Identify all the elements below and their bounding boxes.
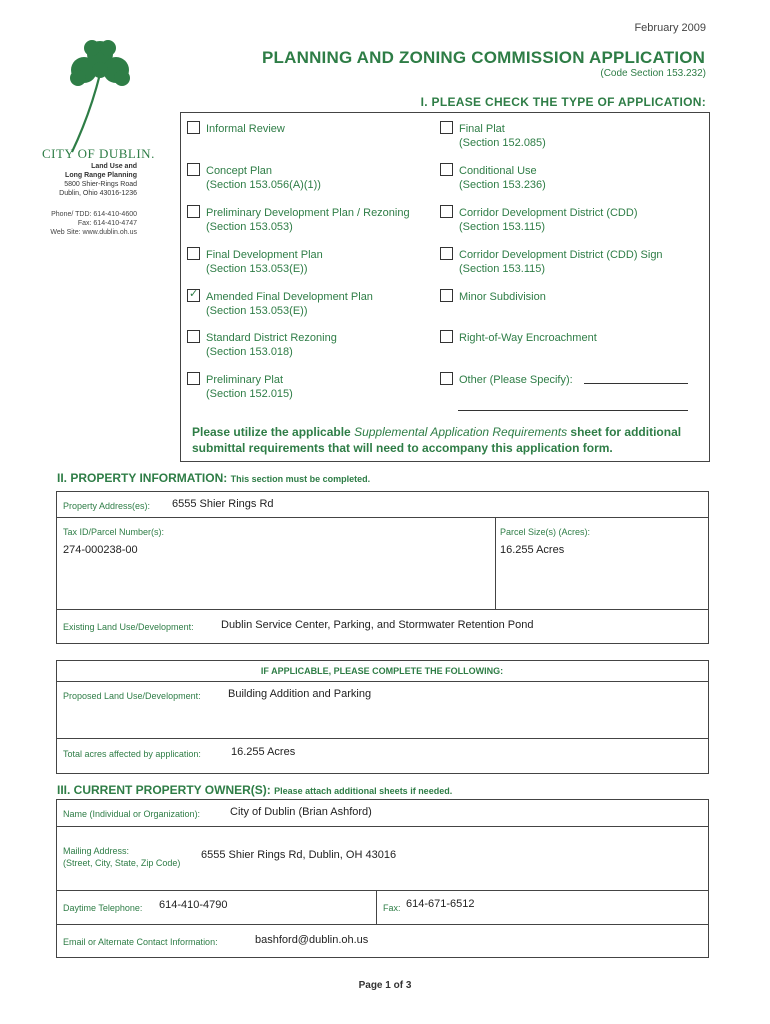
contact-block [40, 210, 137, 237]
other-specify-line[interactable] [584, 383, 688, 384]
existing-use-field[interactable]: Dublin Service Center, Parking, and Stormwater Retention Pond [221, 619, 534, 631]
option-label: Corridor Development District (CDD) [459, 207, 638, 219]
option-right-1[interactable] [440, 163, 546, 192]
checkbox[interactable] [187, 163, 200, 176]
city-name: CITY OF DUBLIN. [42, 146, 155, 161]
address-field[interactable]: 6555 Shier Rings Rd [172, 498, 274, 510]
option-section: (Section 153.056(A)(1)) [206, 179, 321, 191]
dept-line2: Long Range Planning [65, 172, 137, 179]
checkbox[interactable] [187, 121, 200, 134]
checkbox[interactable] [440, 121, 453, 134]
option-label: Amended Final Development Plan [206, 291, 373, 303]
option-right-4[interactable] [440, 289, 546, 304]
owner-info-box [56, 799, 709, 958]
checkbox[interactable] [440, 330, 453, 343]
checkbox[interactable] [187, 372, 200, 385]
mailing-sublabel: (Street, City, State, Zip Code) [63, 858, 181, 868]
option-section: (Section 152.015) [206, 388, 293, 400]
divider [56, 517, 708, 518]
fax-line: Fax: 614-410-4747 [77, 220, 137, 227]
email-label: Email or Alternate Contact Information: [63, 937, 218, 947]
option-section: (Section 153.236) [459, 179, 546, 191]
option-section: (Section 153.018) [206, 346, 293, 358]
option-right-2[interactable] [440, 205, 637, 234]
checkbox[interactable] [187, 330, 200, 343]
other-specify-line2[interactable] [458, 410, 688, 411]
divider [56, 924, 708, 925]
divider [56, 609, 708, 610]
option-label: Final Development Plan [206, 249, 323, 261]
checkbox[interactable] [187, 205, 200, 218]
dept-line1: Land Use and [91, 163, 137, 170]
note-part2: sheet for additional submittal requirements that will need to accompany this application form. [192, 425, 682, 455]
divider [495, 517, 496, 609]
option-label: Preliminary Development Plan / Rezoning [206, 207, 410, 219]
option-right-3[interactable] [440, 247, 663, 276]
section3-title: III. CURRENT PROPERTY OWNER(S): [57, 783, 271, 797]
divider [56, 738, 708, 739]
section1-heading: I. PLEASE CHECK THE TYPE OF APPLICATION: [420, 95, 706, 109]
option-label: Concept Plan [206, 165, 273, 177]
code-section: (Code Section 153.232) [600, 68, 706, 79]
existing-use-label: Existing Land Use/Development: [63, 622, 194, 632]
checkbox[interactable] [440, 289, 453, 302]
option-left-4[interactable] [187, 289, 373, 318]
department-block [40, 162, 137, 198]
phone-field[interactable]: 614-410-4790 [159, 899, 228, 911]
option-left-0[interactable] [187, 121, 285, 136]
note-italic: Supplemental Application Requirements [354, 425, 568, 439]
owner-name-label: Name (Individual or Organization): [63, 809, 201, 819]
option-label: Informal Review [206, 123, 285, 135]
option-section: (Section 153.115) [459, 263, 546, 275]
option-right-5[interactable] [440, 330, 597, 345]
phone-line: Phone/ TDD: 614-410-4600 [51, 211, 137, 218]
option-left-3[interactable] [187, 247, 323, 276]
divider [376, 890, 377, 924]
divider [56, 890, 708, 891]
option-label: Final Plat [459, 123, 505, 135]
option-right-6[interactable] [440, 372, 573, 387]
section2-heading [57, 471, 370, 485]
if-applicable-heading: IF APPLICABLE, PLEASE COMPLETE THE FOLLOWING: [260, 666, 504, 676]
option-left-5[interactable] [187, 330, 337, 359]
taxid-field[interactable]: 274-000238-00 [63, 544, 138, 556]
proposed-use-field[interactable]: Building Addition and Parking [228, 688, 372, 700]
divider [56, 826, 708, 827]
address-label: Property Address(es): [63, 501, 151, 511]
parcel-size-field[interactable]: 16.255 Acres [500, 544, 565, 556]
option-label: Right-of-Way Encroachment [459, 332, 597, 344]
mailing-address-field[interactable]: 6555 Shier Rings Rd, Dublin, OH 43016 [201, 849, 397, 861]
form-date: February 2009 [634, 22, 706, 34]
divider [56, 681, 708, 682]
option-left-2[interactable] [187, 205, 410, 234]
checkbox[interactable] [440, 372, 453, 385]
total-acres-field[interactable]: 16.255 Acres [231, 746, 296, 758]
option-section: (Section 153.115) [459, 221, 546, 233]
section3-heading [57, 783, 452, 797]
option-label: Other (Please Specify): [459, 374, 573, 386]
phone-label: Daytime Telephone: [63, 903, 143, 913]
owner-name-field[interactable]: City of Dublin (Brian Ashford) [230, 806, 372, 818]
address-line1: 5800 Shier-Rings Road [64, 181, 137, 188]
option-section: (Section 153.053) [206, 221, 293, 233]
checkbox[interactable] [440, 247, 453, 260]
section2-note: This section must be completed. [230, 474, 371, 484]
checkbox[interactable] [187, 289, 200, 302]
mailing-label: Mailing Address: [63, 846, 130, 856]
option-left-1[interactable] [187, 163, 321, 192]
option-right-0[interactable] [440, 121, 546, 150]
email-field[interactable]: bashford@dublin.oh.us [255, 934, 369, 946]
checkbox[interactable] [440, 205, 453, 218]
section3-note: Please attach additional sheets if needed. [274, 786, 453, 796]
shamrock-logo [60, 34, 140, 154]
address-line2: Dublin, Ohio 43016-1236 [59, 190, 137, 197]
fax-label: Fax: [383, 903, 401, 913]
form-title: PLANNING AND ZONING COMMISSION APPLICATION [262, 48, 706, 67]
total-acres-label: Total acres affected by application: [63, 749, 201, 759]
fax-field[interactable]: 614-671-6512 [406, 898, 475, 910]
checkbox[interactable] [440, 163, 453, 176]
option-label: Conditional Use [459, 165, 537, 177]
page-number: Page 1 of 3 [358, 980, 412, 991]
taxid-label: Tax ID/Parcel Number(s): [63, 527, 165, 537]
option-section: (Section 153.053(E)) [206, 263, 308, 275]
option-left-6[interactable] [187, 372, 293, 401]
option-section: (Section 152.085) [459, 137, 546, 149]
option-label: Minor Subdivision [459, 291, 546, 303]
option-label: Corridor Development District (CDD) Sign [459, 249, 663, 261]
proposed-use-label: Proposed Land Use/Development: [63, 691, 201, 701]
option-label: Preliminary Plat [206, 374, 284, 386]
option-section: (Section 153.053(E)) [206, 305, 308, 317]
supplemental-note [192, 424, 702, 456]
web-line: Web Site: www.dublin.oh.us [50, 229, 137, 236]
note-part1: Please utilize the applicable [192, 425, 355, 439]
checkbox[interactable] [187, 247, 200, 260]
option-label: Standard District Rezoning [206, 332, 337, 344]
parcel-size-label: Parcel Size(s) (Acres): [500, 527, 591, 537]
section2-title: II. PROPERTY INFORMATION: [57, 471, 228, 485]
